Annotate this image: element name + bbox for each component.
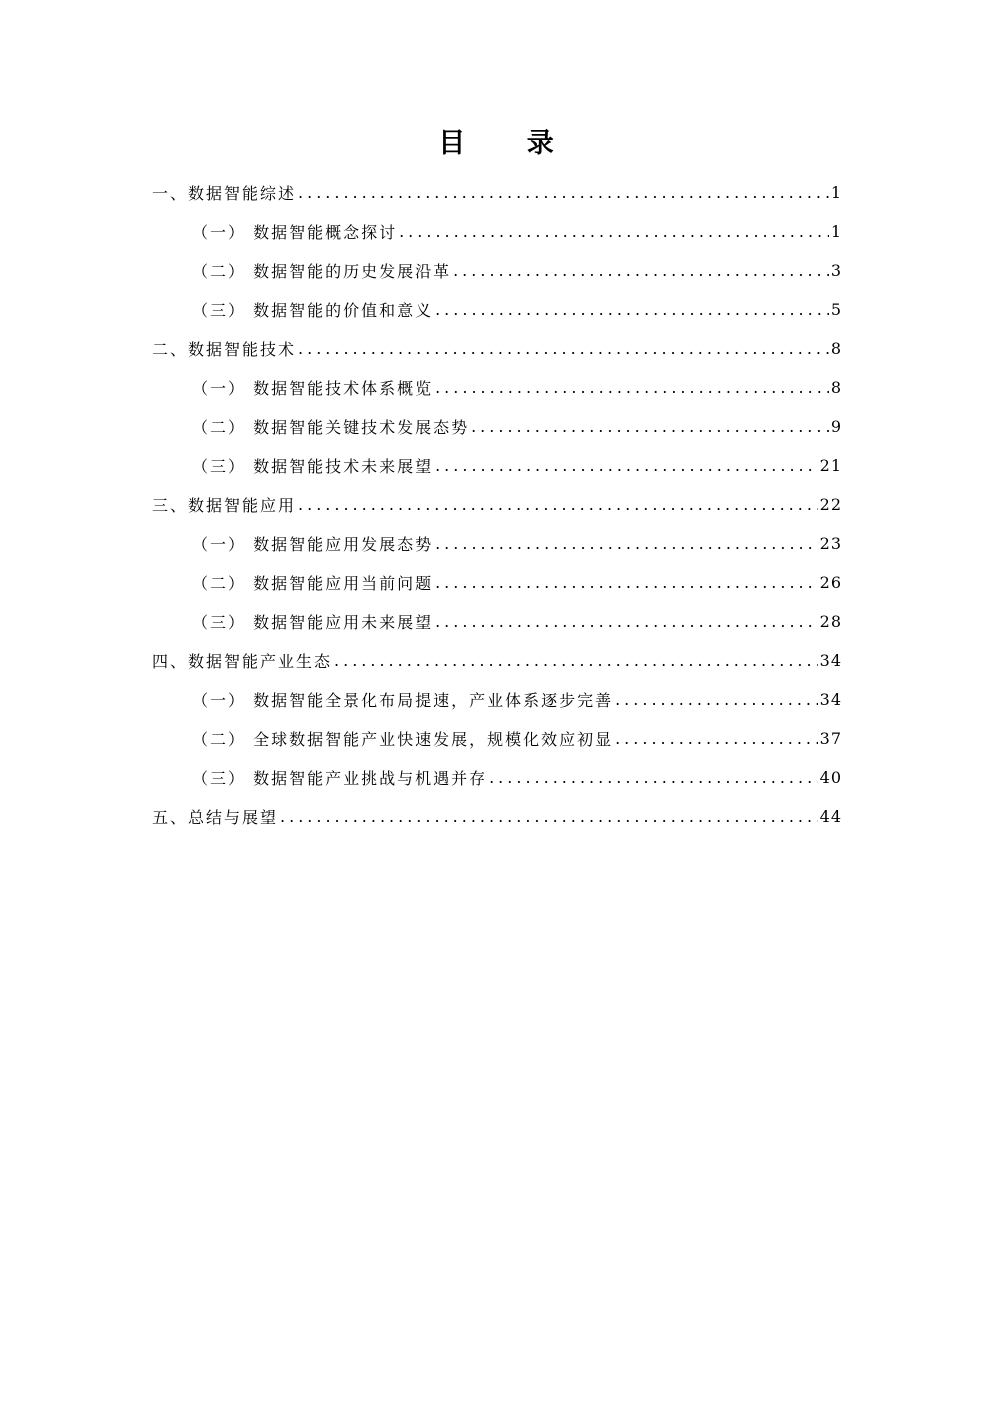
toc-leader <box>435 612 818 631</box>
toc-entry-page: 44 <box>819 807 842 826</box>
toc-entry[interactable] <box>152 173 842 212</box>
toc-entry-text: （三） 数据智能产业挑战与机遇并存 <box>192 769 488 788</box>
toc-leader <box>435 534 818 553</box>
toc-entry-page: 40 <box>819 768 842 787</box>
toc-entry-text: 一、数据智能综述 <box>152 184 297 203</box>
toc-entry-text: （一） 数据智能概念探讨 <box>192 223 398 242</box>
toc-entry-text: （二） 数据智能的历史发展沿革 <box>192 262 452 281</box>
toc-entry-text: （一） 数据智能应用发展态势 <box>192 535 434 554</box>
toc-list <box>152 173 842 836</box>
toc-entry[interactable] <box>152 446 842 485</box>
toc-leader <box>615 729 818 748</box>
toc-leader <box>435 300 829 319</box>
toc-entry-page: 22 <box>819 495 842 514</box>
toc-entry-text: （二） 数据智能应用当前问题 <box>192 574 434 593</box>
toc-entry[interactable] <box>152 368 842 407</box>
toc-entry-text: （一） 数据智能技术体系概览 <box>192 379 434 398</box>
toc-entry-text: （二） 数据智能关键技术发展态势 <box>192 418 470 437</box>
toc-entry-text: （二） 全球数据智能产业快速发展，规模化效应初显 <box>192 730 614 749</box>
toc-leader <box>471 417 829 436</box>
toc-entry-page: 1 <box>830 222 842 241</box>
toc-entry-page: 5 <box>830 300 842 319</box>
toc-entry[interactable] <box>152 329 842 368</box>
toc-entry[interactable] <box>152 758 842 797</box>
toc-leader <box>298 183 829 202</box>
toc-entry-page: 34 <box>819 651 842 670</box>
toc-entry[interactable] <box>152 485 842 524</box>
toc-entry[interactable] <box>152 680 842 719</box>
toc-entry-page: 34 <box>819 690 842 709</box>
toc-leader <box>435 456 818 475</box>
toc-entry-text: （三） 数据智能技术未来展望 <box>192 457 434 476</box>
toc-entry-page: 1 <box>830 183 842 202</box>
toc-leader <box>453 261 829 280</box>
toc-entry-page: 8 <box>830 378 842 397</box>
toc-entry-page: 8 <box>830 339 842 358</box>
toc-entry-text: （一） 数据智能全景化布局提速，产业体系逐步完善 <box>192 691 614 710</box>
toc-entry-text: 二、数据智能技术 <box>152 340 297 359</box>
toc-entry-page: 21 <box>819 456 842 475</box>
toc-entry[interactable] <box>152 602 842 641</box>
toc-entry-text: 三、数据智能应用 <box>152 496 297 515</box>
toc-entry-text: 五、总结与展望 <box>152 808 279 827</box>
toc-leader <box>615 690 818 709</box>
toc-entry[interactable] <box>152 797 842 836</box>
toc-entry[interactable] <box>152 290 842 329</box>
toc-entry-text: （三） 数据智能的价值和意义 <box>192 301 434 320</box>
toc-entry[interactable] <box>152 251 842 290</box>
toc-entry-text: （三） 数据智能应用未来展望 <box>192 613 434 632</box>
toc-leader <box>435 378 829 397</box>
toc-entry[interactable] <box>152 563 842 602</box>
toc-entry-page: 28 <box>819 612 842 631</box>
toc-entry[interactable] <box>152 641 842 680</box>
toc-leader <box>298 495 818 514</box>
toc-leader <box>298 339 829 358</box>
toc-entry[interactable] <box>152 524 842 563</box>
toc-entry-page: 9 <box>830 417 842 436</box>
toc-entry[interactable] <box>152 407 842 446</box>
toc-entry-page: 3 <box>830 261 842 280</box>
toc-entry[interactable] <box>152 719 842 758</box>
toc-leader <box>435 573 818 592</box>
toc-leader <box>489 768 818 787</box>
toc-leader <box>334 651 818 670</box>
toc-title: 目 录 <box>438 128 580 159</box>
toc-leader <box>280 807 818 826</box>
toc-entry-text: 四、数据智能产业生态 <box>152 652 333 671</box>
toc-entry[interactable] <box>152 212 842 251</box>
toc-entry-page: 23 <box>819 534 842 553</box>
toc-entry-page: 37 <box>819 729 842 748</box>
toc-entry-page: 26 <box>819 573 842 592</box>
toc-leader <box>399 222 829 241</box>
